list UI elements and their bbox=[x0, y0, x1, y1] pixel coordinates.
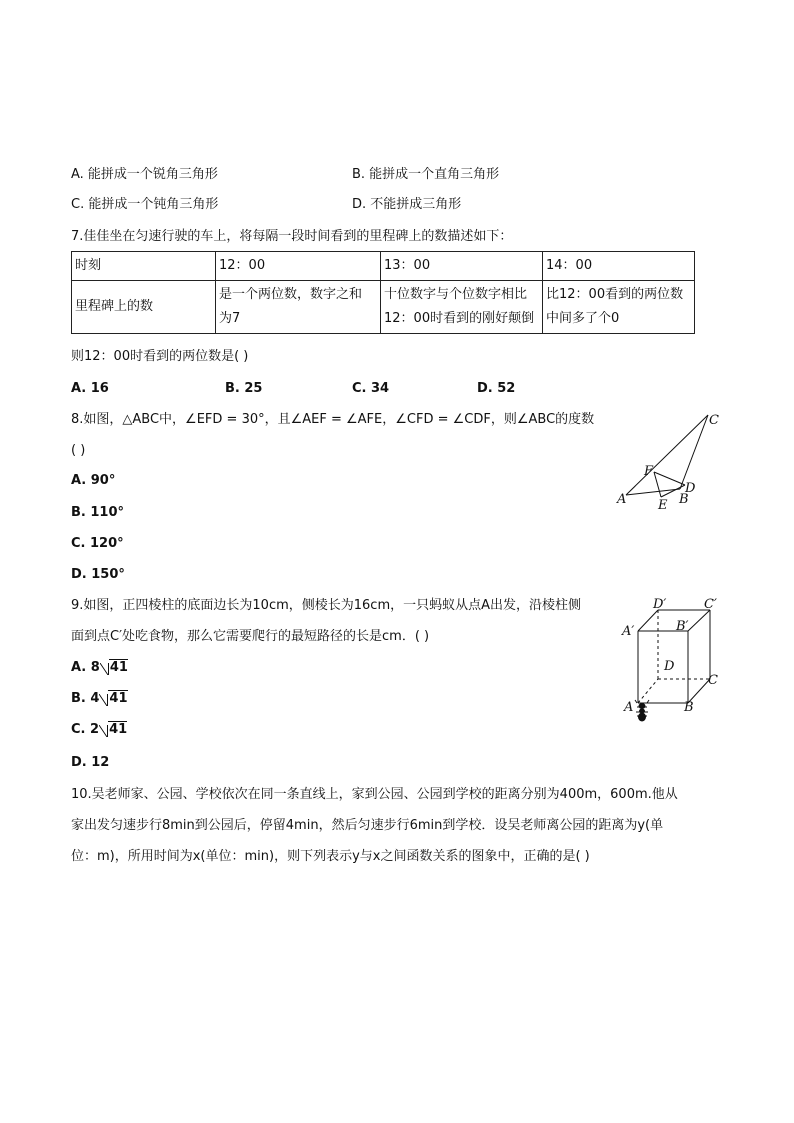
q10-line-1: 10.吴老师家、公园、学校依次在同一条直线上，家到公园、公园到学校的距离分别为400m，600m.他从 bbox=[71, 787, 678, 802]
cell-line: 12：00时看到的刚好颠倒 bbox=[384, 311, 535, 326]
table-header-time: 时刻 bbox=[72, 252, 216, 281]
q8-option-c: C. 120° bbox=[71, 536, 124, 551]
table-cell-1400 bbox=[543, 281, 695, 334]
edge-ad-hidden bbox=[638, 679, 658, 703]
table-header-1200: 12：00 bbox=[216, 252, 381, 281]
table-cell-label: 里程碑上的数 bbox=[72, 281, 216, 334]
radicand: 41 bbox=[109, 722, 128, 737]
q7-option-a: A. 16 bbox=[71, 381, 109, 396]
q10-line-3: 位：m)，所用时间为x(单位：min)，则下列表示y与x之间函数关系的图象中，正确的是( ) bbox=[71, 849, 590, 864]
prism-figure bbox=[620, 595, 730, 725]
point-b-label: B bbox=[684, 700, 694, 715]
q9-line-1: 9.如图，正四棱柱的底面边长为10cm，侧棱长为16cm，一只蚂蚁从点A出发，沿棱柱侧 bbox=[71, 598, 582, 613]
q8-paren: ( ) bbox=[71, 443, 86, 458]
point-b1-label: B′ bbox=[676, 619, 689, 634]
q8-stem: 8.如图，△ABC中，∠EFD = 30°，且∠AEF = ∠AFE，∠CFD = ∠CDF，则∠ABC的度数 bbox=[71, 412, 595, 427]
cell-line: 中间多了个0 bbox=[546, 311, 620, 326]
q6-option-a: A. 能拼成一个锐角三角形 bbox=[71, 167, 218, 182]
point-a-label: A bbox=[617, 492, 627, 507]
sqrt-symbol bbox=[100, 660, 128, 676]
table-row bbox=[72, 281, 695, 334]
q6-option-d: D. 不能拼成三角形 bbox=[352, 197, 462, 212]
q7-ask: 则12：00时看到的两位数是( ) bbox=[71, 349, 249, 364]
edge-b1c1 bbox=[688, 610, 710, 631]
q9-option-b bbox=[71, 691, 128, 707]
q8-option-b: B. 110° bbox=[71, 505, 125, 520]
q7-option-c: C. 34 bbox=[352, 381, 390, 396]
q10-line-2: 家出发匀速步行8min到公园后，停留4min，然后匀速步行6min到学校．设吴老师离公园的距离为y(单 bbox=[71, 818, 664, 833]
q6-option-c: C. 能拼成一个钝角三角形 bbox=[71, 197, 219, 212]
point-b-label: B bbox=[679, 492, 689, 507]
point-d-label: D bbox=[664, 659, 675, 674]
point-d-label: D bbox=[685, 481, 696, 496]
q7-stem: 7.佳佳坐在匀速行驶的车上，将每隔一段时间看到的里程碑上的数描述如下： bbox=[71, 229, 513, 244]
cell-line: 为7 bbox=[219, 311, 241, 326]
segment-fd bbox=[654, 472, 685, 485]
table-header-1400: 14：00 bbox=[543, 252, 695, 281]
point-e-label: E bbox=[658, 498, 668, 513]
q9-option-a bbox=[71, 660, 128, 676]
sqrt-symbol bbox=[99, 691, 127, 707]
point-c-label: C bbox=[708, 673, 718, 688]
segment-ac bbox=[626, 415, 708, 495]
option-prefix: C. 2 bbox=[71, 722, 100, 737]
radicand: 41 bbox=[109, 660, 128, 675]
cell-line: 比12：00看到的两位数 bbox=[546, 287, 684, 302]
triangle-figure bbox=[600, 405, 740, 515]
segment-fe bbox=[654, 472, 661, 497]
radicand: 41 bbox=[109, 691, 128, 706]
point-f-label: F bbox=[644, 464, 654, 479]
q9-option-d: D. 12 bbox=[71, 755, 110, 770]
table-cell-1200 bbox=[216, 281, 381, 334]
point-c-label: C bbox=[709, 413, 719, 428]
table-row bbox=[72, 252, 695, 281]
q7-option-b: B. 25 bbox=[225, 381, 263, 396]
point-a-label: A bbox=[624, 700, 634, 715]
q9-option-c bbox=[71, 722, 127, 738]
table-header-1300: 13：00 bbox=[381, 252, 543, 281]
edge-a1d1 bbox=[638, 610, 658, 631]
cell-line: 十位数字与个位数字相比 bbox=[384, 287, 528, 302]
point-c1-label: C′ bbox=[704, 597, 717, 612]
milestone-table bbox=[71, 251, 695, 334]
q7-option-d: D. 52 bbox=[477, 381, 516, 396]
q6-option-b: B. 能拼成一个直角三角形 bbox=[352, 167, 500, 182]
q8-option-a: A. 90° bbox=[71, 473, 116, 488]
point-a1-label: A′ bbox=[622, 624, 635, 639]
point-d1-label: D′ bbox=[653, 597, 667, 612]
cell-line: 是一个两位数，数字之和 bbox=[219, 287, 363, 302]
q9-line-2: 面到点C′处吃食物，那么它需要爬行的最短路径的长是cm．( ) bbox=[71, 629, 430, 644]
sqrt-symbol bbox=[99, 722, 127, 738]
option-prefix: B. 4 bbox=[71, 691, 100, 706]
segment-cb bbox=[680, 415, 708, 489]
q8-option-d: D. 150° bbox=[71, 567, 125, 582]
table-cell-1300 bbox=[381, 281, 543, 334]
option-prefix: A. 8 bbox=[71, 660, 100, 675]
